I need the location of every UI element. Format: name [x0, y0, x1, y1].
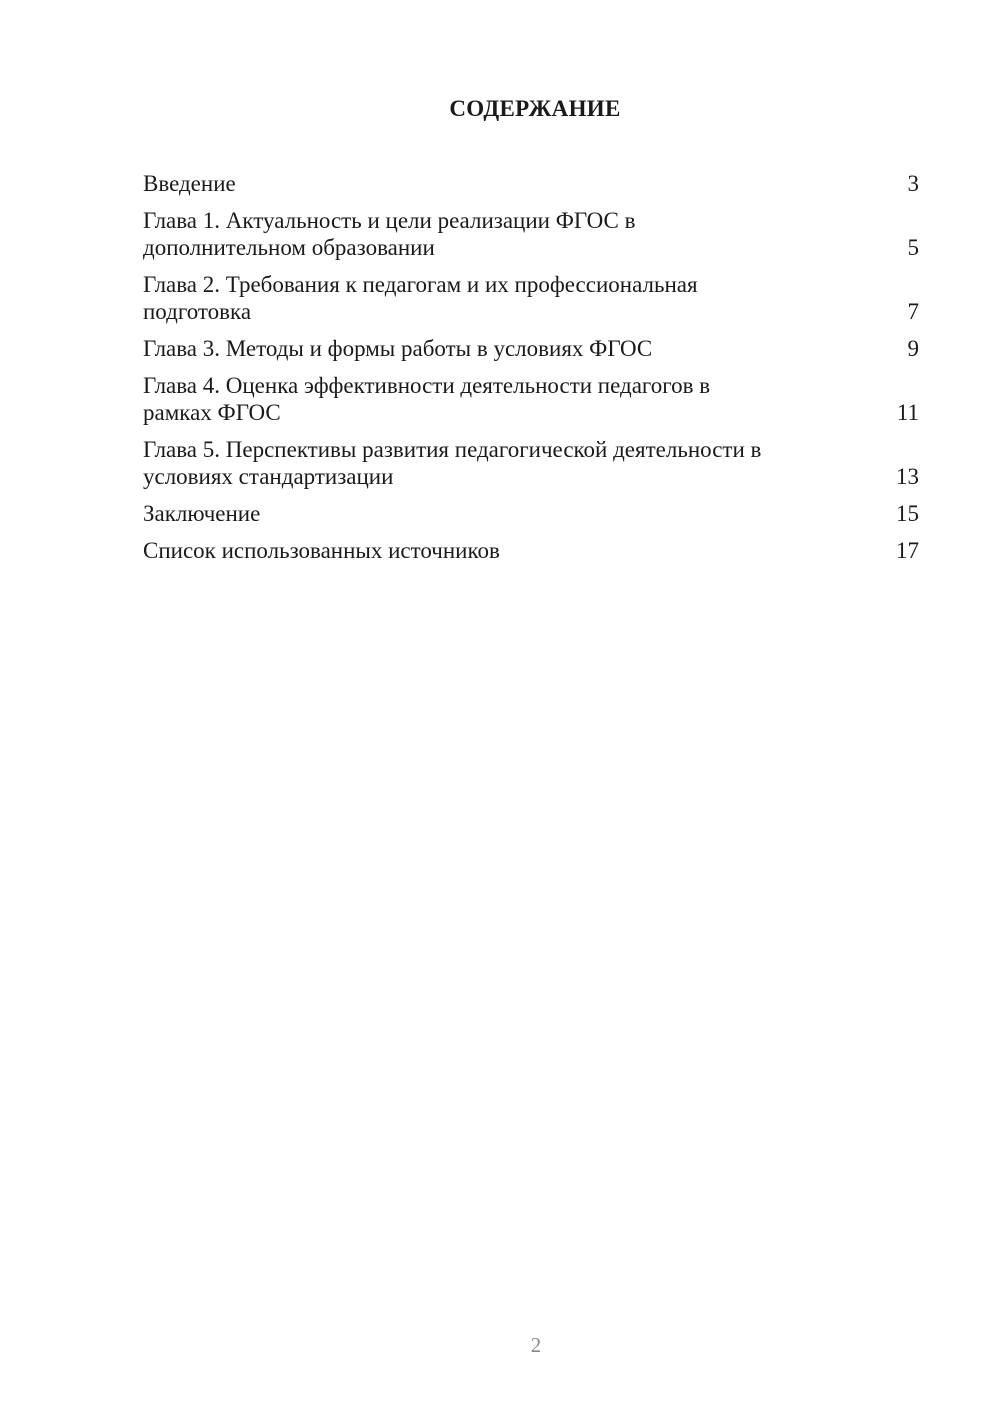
toc-entry-text: Глава 5. Перспективы развития педагогической деятельности в условиях стандартизации	[143, 437, 762, 489]
toc-entry-text: Глава 2. Требования к педагогам и их профессиональная подготовка	[143, 272, 698, 324]
toc-entry-chapter-2	[143, 271, 919, 325]
toc-entry-text: Заключение	[143, 501, 261, 526]
toc-entry-chapter-4	[143, 372, 919, 426]
toc-entry-chapter-5	[143, 436, 919, 490]
toc-entry-page: 9	[907, 336, 919, 361]
toc-entry-page: 15	[896, 501, 919, 526]
toc-entry-text: Глава 4. Оценка эффективности деятельности педагогов в рамках ФГОС	[143, 373, 711, 425]
toc-entry-chapter-3	[143, 335, 919, 362]
toc-entry-text: Введение	[143, 171, 236, 196]
toc-title: СОДЕРЖАНИЕ	[449, 96, 621, 121]
toc-entry-page: 13	[896, 464, 919, 489]
toc-entry-page: 7	[907, 299, 919, 324]
page-number: 2	[530, 1333, 542, 1357]
toc-entry-references	[143, 537, 919, 564]
toc-entry-introduction	[143, 170, 919, 197]
table-of-contents	[143, 170, 919, 574]
toc-entry-page: 5	[907, 235, 919, 260]
toc-entry-text: Глава 3. Методы и формы работы в условиях ФГОС	[143, 336, 653, 361]
toc-entry-conclusion	[143, 500, 919, 527]
toc-entry-text: Глава 1. Актуальность и цели реализации ФГОС в дополнительном образовании	[143, 208, 636, 260]
toc-entry-page: 17	[896, 538, 919, 563]
toc-entry-page: 11	[896, 400, 919, 425]
toc-entry-chapter-1	[143, 207, 919, 261]
toc-entry-text: Список использованных источников	[143, 538, 500, 563]
toc-entry-page: 3	[907, 171, 919, 196]
